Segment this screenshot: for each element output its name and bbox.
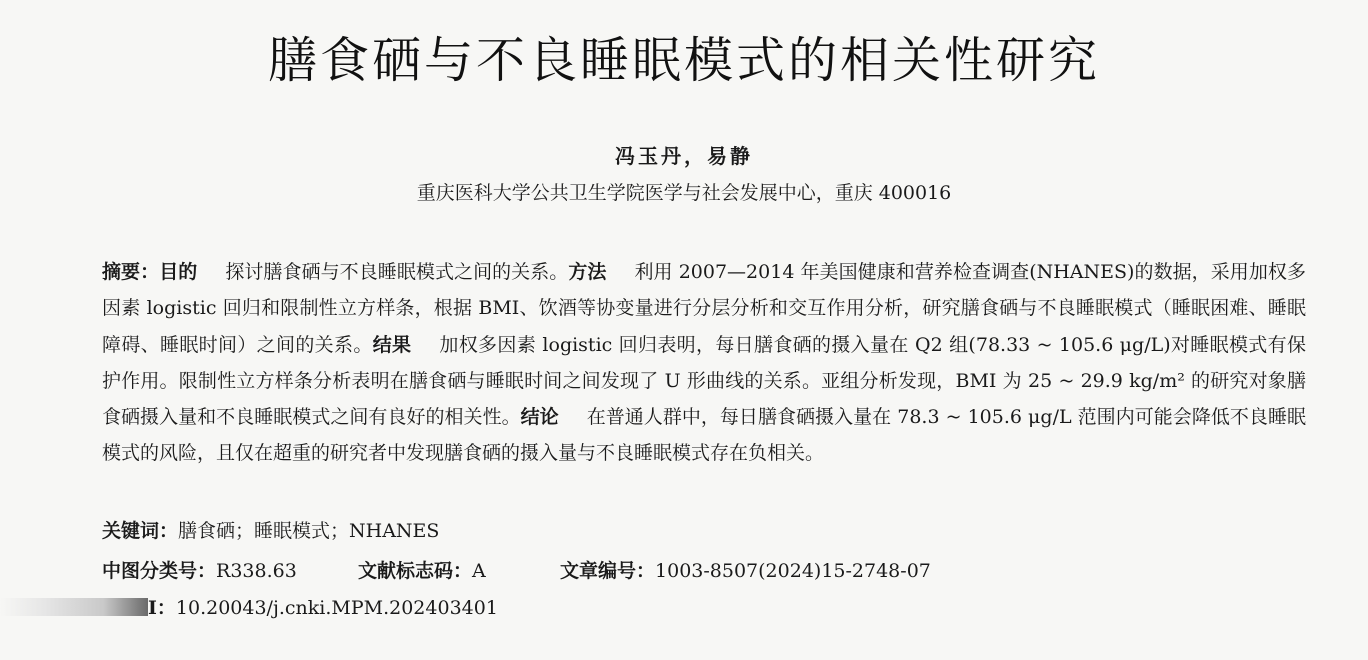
- conclusion-heading: 结论: [520, 406, 559, 429]
- methods-text: 利用 2007—2014 年美国健康和营养检查调查(NHANES)的数据，采用加权多因素 logistic 回归和限制性立方样条，根据 BMI、饮酒等协变量进行分层分析和交互作用分析，研究膳食硒与不良睡眠模式（睡眠困难、睡眠障碍、睡眠时间）之间的关系。: [102, 261, 1306, 356]
- article-number: [560, 556, 931, 586]
- doc-code-value: A: [472, 560, 486, 582]
- doi-label: I：: [148, 597, 176, 619]
- methods-heading: 方法: [568, 261, 607, 283]
- clc-label: 中图分类号：: [102, 560, 217, 582]
- article-no-label: 文章编号：: [560, 560, 656, 582]
- classification-line: [102, 556, 1306, 586]
- keywords-label: 关键词：: [102, 520, 179, 542]
- doi-value: 10.20043/j.cnki.MPM.202403401: [175, 597, 498, 619]
- abstract-block: [102, 254, 1306, 472]
- doi-mask: [0, 598, 148, 616]
- results-text: 加权多因素 logistic 回归表明，每日膳食硒的摄入量在 Q2 组(78.33 ~ 105.6 μg/L)对睡眠模式有保护作用。限制性立方样条分析表明在膳食硒与睡眠时间之间发现了 U 形曲线的关系。亚组分析发现，BMI 为 25 ~ 29.9 kg/m² 的研究对象膳食硒摄入量和不良睡眠模式之间有良好的相关性。: [102, 333, 1306, 429]
- keywords-text: 膳食硒；睡眠模式；NHANES: [178, 520, 440, 542]
- keywords-line: [102, 516, 1306, 546]
- objective-heading: 目的: [159, 261, 198, 283]
- article-no-value: 1003-8507(2024)15-2748-07: [655, 560, 931, 582]
- affiliation: 重庆医科大学公共卫生学院医学与社会发展中心，重庆 400016: [416, 182, 952, 204]
- abstract-label: 摘要：: [102, 261, 160, 283]
- results-heading: 结果: [372, 333, 412, 356]
- paper-title: 膳食硒与不良睡眠模式的相关性研究: [267, 32, 1100, 89]
- doi-line: [0, 593, 600, 623]
- conclusion-text: 在普通人群中，每日膳食硒摄入量在 78.3 ~ 105.6 μg/L 范围内可能会降低不良睡眠模式的风险，且仅在超重的研究者中发现膳食硒的摄入量与不良睡眠模式存在负相关。: [102, 406, 1306, 465]
- objective-text: 探讨膳食硒与不良睡眠模式之间的关系。: [225, 261, 569, 283]
- clc-value: R338.63: [216, 560, 297, 582]
- document-code: [358, 556, 560, 586]
- author-list: 冯玉丹，易静: [615, 144, 753, 168]
- clc-number: [102, 556, 358, 586]
- doc-code-label: 文献标志码：: [358, 560, 473, 582]
